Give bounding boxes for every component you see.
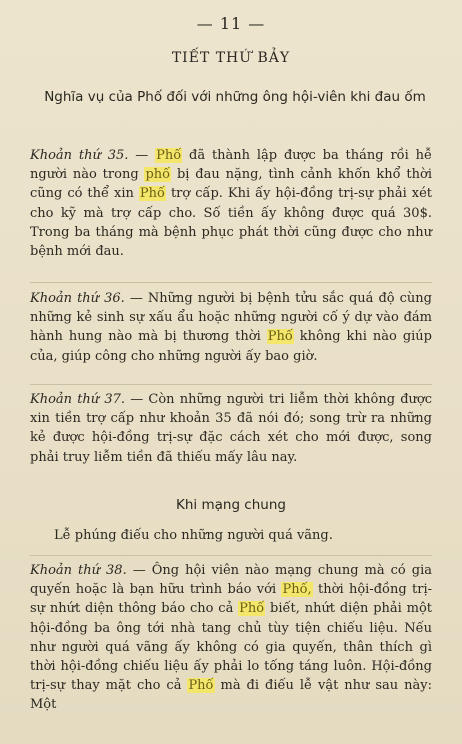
- page-number: — 11 —: [196, 14, 266, 33]
- divider: [30, 555, 432, 556]
- article-37: Khoản thứ 37. — Còn những người tri liễm thời không được xin tiền trợ cấp như khoản 35 đã nói đó; song trừ ra những kẻ được hội-đồng trị-sự đặc cách xét cho mới được, song phải truy liễm tiền đã thiếu mấy lâu nay.: [30, 392, 432, 465]
- article-36: Khoản thứ 36. — Những người bị bệnh tửu sắc quá độ cùng những kẻ sinh sự xấu ẩu hoặc những người cố ý dự vào đám hành hung nào mà bị thương thời Phố không khi nào giúp của, giúp công cho những người ấy bao giờ.: [30, 291, 432, 364]
- article-38: Khoản thứ 38. — Ông hội viên nào mạng chung mà có gia quyến hoặc là bạn hữu trình báo với Phố, thời hội-đồng trị-sự nhứt diện thông báo cho cả Phố biết, nhứt diện phải một hội-đồng ba ông tới nhà tang chủ tùy tiện chiếu liệu. Nếu như người quá vãng ấy không có gia quyến, thân thích gì thời hội-đồng chiếu liệu ấy phải lo tống táng luôn. Hội-đồng trị-sự thay mặt cho cả Phố mà đi điếu lễ vật như sau này: Một: [30, 563, 432, 713]
- intro-line: Lễ phúng điếu cho những người quá vãng.: [54, 528, 333, 543]
- article-label: Khoản thứ 38.: [30, 563, 127, 578]
- highlighted-term: Phố: [239, 601, 265, 617]
- divider: [30, 282, 432, 283]
- article-label: Khoản thứ 36.: [30, 291, 125, 306]
- highlighted-term: Phố,: [282, 582, 312, 598]
- article-35: Khoản thứ 35. — Phố đã thành lập được ba tháng rồi hễ người nào trong phố bị đau nặng, tình cảnh khốn khổ thời cũng có thể xin Phố trợ cấp. Khi ấy hội-đồng trị-sự phải xét cho kỹ mà trợ cấp cho. Số tiền ấy không được quá 30$. Trong ba tháng mà bệnh phục phát thời cũng được cho như bệnh mới đau.: [30, 148, 432, 260]
- chapter-title: TIẾT THỨ BẢY: [171, 50, 291, 66]
- highlighted-term: Phố: [267, 329, 293, 345]
- highlighted-term: Phố: [139, 186, 165, 202]
- section-title: Nghĩa vụ của Phố đối với những ông hội-viên khi đau ốm: [44, 89, 426, 105]
- highlighted-term: phố: [145, 167, 171, 183]
- highlighted-term: Phố: [156, 148, 182, 163]
- divider: [30, 384, 432, 385]
- article-label: Khoản thứ 35.: [30, 148, 129, 163]
- subheading: Khi mạng chung: [176, 497, 286, 513]
- highlighted-term: Phố: [188, 678, 214, 694]
- article-label: Khoản thứ 37.: [30, 392, 126, 407]
